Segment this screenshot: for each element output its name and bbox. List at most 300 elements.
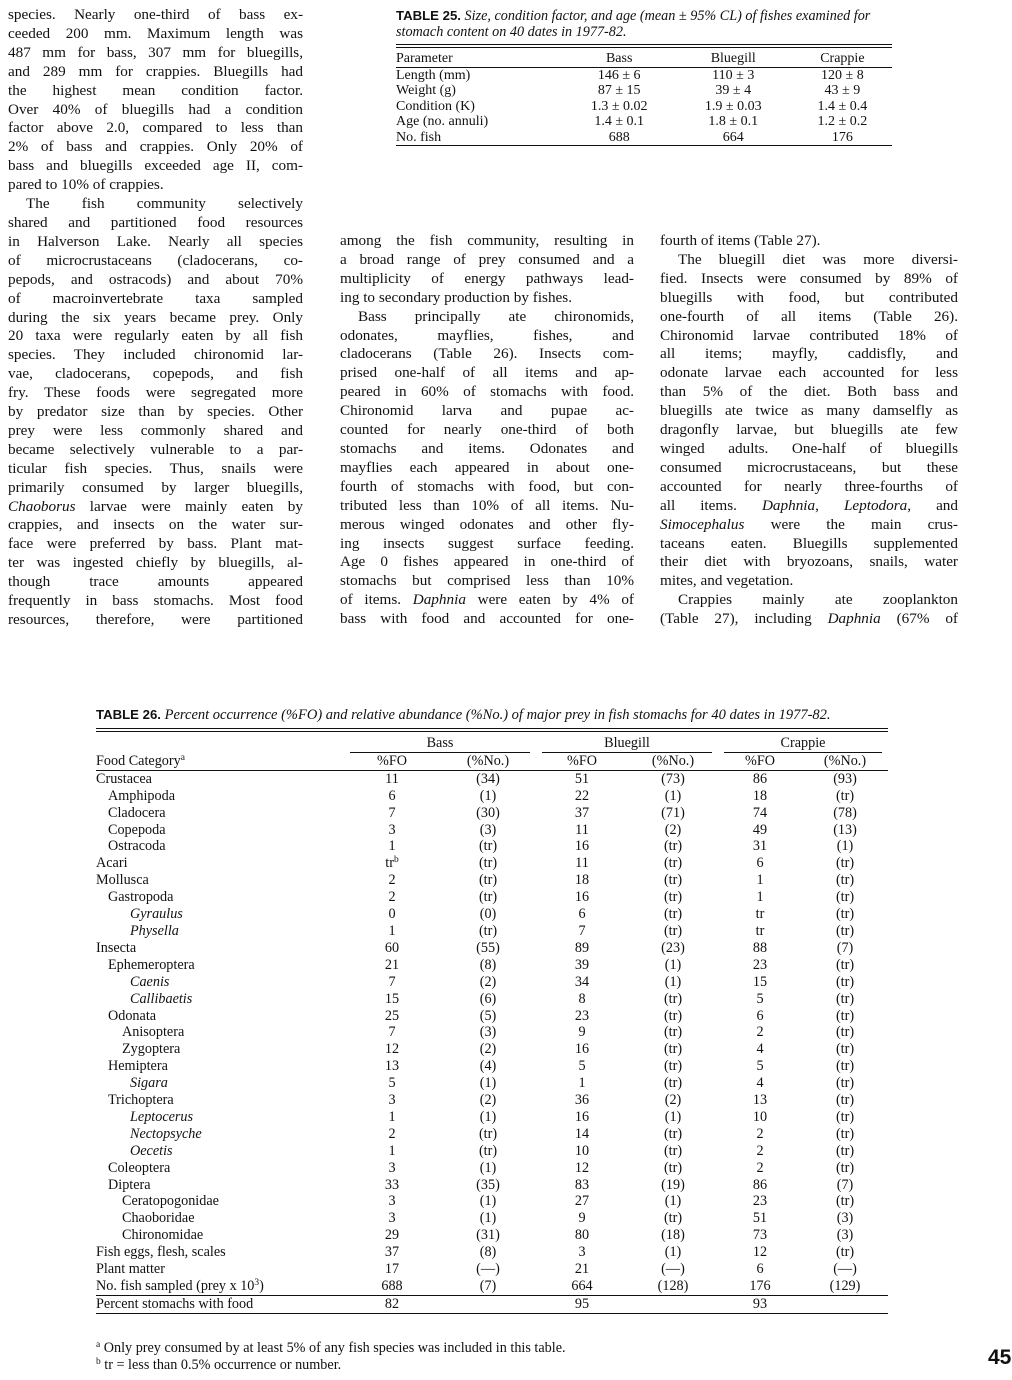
cell — [802, 1024, 888, 1041]
cell-value: 10 — [752, 1108, 768, 1125]
cell-value: (tr) — [663, 838, 683, 855]
row-label — [96, 1041, 344, 1058]
cell-value: (tr) — [663, 1075, 683, 1092]
cell-value: (1) — [664, 956, 682, 973]
table-row — [96, 1261, 888, 1278]
text-line: a broad range of prey consumed and a — [340, 250, 634, 268]
row-label — [96, 1160, 344, 1177]
cell-value: (—) — [476, 1261, 500, 1278]
cell — [628, 770, 718, 787]
cell — [440, 974, 536, 991]
cell — [344, 1058, 440, 1075]
text-line: vae, cladocerans, copepods, and fish — [8, 365, 303, 383]
cell-value: 60 — [384, 939, 400, 956]
cell: 688 — [565, 130, 674, 146]
cell — [536, 1058, 628, 1075]
cell-value: (13) — [833, 821, 857, 838]
table-26 — [96, 706, 888, 1314]
row-label — [96, 1126, 344, 1143]
italic-term: Leptodora — [843, 496, 908, 514]
cell — [718, 1075, 802, 1092]
cell — [628, 1024, 718, 1041]
cell — [628, 1008, 718, 1025]
cell-value: (0) — [479, 906, 497, 923]
cell — [628, 822, 718, 839]
cell-value: 36 — [574, 1092, 590, 1109]
cell — [440, 940, 536, 957]
cell — [802, 906, 888, 923]
cell-value: 1 — [388, 1142, 396, 1159]
text-line: bass and bluegills exceeded age II, com- — [8, 157, 303, 175]
cell-value: 31 — [752, 838, 768, 855]
cell-value: (78) — [833, 804, 857, 821]
row-label-text: Trichoptera — [108, 1092, 174, 1109]
column-header: (%No.) — [628, 753, 718, 770]
table-row — [96, 940, 888, 957]
cell — [802, 1193, 888, 1210]
table-row — [396, 67, 892, 83]
cell — [344, 1109, 440, 1126]
row-label-text: Ephemeroptera — [108, 956, 195, 973]
cell-value: 1 — [388, 922, 396, 939]
cell — [536, 1261, 628, 1278]
cell — [440, 1193, 536, 1210]
row-label — [96, 923, 344, 940]
cell: (129) — [829, 1278, 861, 1294]
cell — [628, 872, 718, 889]
row-label — [96, 1143, 344, 1160]
cell-value: 1 — [756, 872, 764, 889]
cell — [344, 1244, 440, 1261]
cell — [802, 1008, 888, 1025]
table-25-caption — [396, 8, 892, 40]
blank-cell — [628, 1295, 718, 1313]
table-row — [96, 838, 888, 855]
cell-value: 33 — [384, 1176, 400, 1193]
text-line: multiplicity of energy pathways lead- — [340, 269, 634, 287]
cell — [536, 1193, 628, 1210]
row-label-text: ) — [259, 1278, 264, 1294]
cell — [440, 1041, 536, 1058]
cell-value: 12 — [574, 1159, 590, 1176]
cell-value: (tr) — [663, 889, 683, 906]
cell-value: (1) — [479, 1210, 497, 1227]
row-label-text: Fish eggs, flesh, scales — [96, 1244, 226, 1261]
cell — [440, 1024, 536, 1041]
cell-value: (34) — [476, 770, 500, 787]
text-line: face were preferred by bass. Plant mat- — [8, 535, 303, 553]
text-line: accounted for nearly three-fourths of — [660, 477, 958, 495]
cell — [344, 770, 440, 787]
table-row — [96, 906, 888, 923]
cell-value: 17 — [384, 1261, 400, 1278]
cell — [344, 1075, 440, 1092]
cell-value: 7 — [388, 973, 396, 990]
text-line: consumed microcrustaceans, but these — [660, 458, 958, 476]
column-header: %FO — [344, 753, 440, 770]
cell — [440, 1109, 536, 1126]
text-line: all items; mayfly, caddisfly, and — [660, 345, 958, 363]
cell-value: 23 — [574, 1007, 590, 1024]
cell — [628, 1041, 718, 1058]
table-25-caption-text: Size, condition factor, and age (mean ± 95% CL) of fishes examined for stomach content on 40 dates in 1977-82. — [396, 8, 871, 40]
cell — [628, 788, 718, 805]
column-header: (%No.) — [802, 753, 888, 770]
italic-term: Daphnia — [761, 496, 816, 514]
cell-value: 10 — [574, 1142, 590, 1159]
cell — [536, 1210, 628, 1227]
cell — [628, 1261, 718, 1278]
table-row — [396, 83, 892, 99]
italic-term: Daphnia — [412, 591, 466, 609]
table-row — [96, 1143, 888, 1160]
cell — [802, 940, 888, 957]
row-label: No. fish — [396, 130, 565, 146]
text-line: primarily consumed by larger bluegills, — [8, 478, 303, 496]
row-label — [96, 805, 344, 822]
cell — [802, 1227, 888, 1244]
cell — [536, 940, 628, 957]
cell — [440, 906, 536, 923]
text-line: 20 taxa were regularly eaten by all fish — [8, 327, 303, 345]
table-header-row — [96, 753, 888, 770]
cell — [802, 1177, 888, 1194]
cell-value: (tr) — [663, 1142, 683, 1159]
body-text-column-3 — [660, 232, 958, 629]
cell — [802, 770, 888, 787]
text-line: pared to 10% of crappies. — [8, 176, 164, 194]
column-header: %FO — [718, 753, 802, 770]
cell — [802, 957, 888, 974]
cell: 93 — [718, 1295, 802, 1313]
cell — [718, 974, 802, 991]
cell-value: (tr) — [835, 889, 855, 906]
blank-cell — [440, 1295, 536, 1313]
cell — [344, 1177, 440, 1194]
cell — [536, 923, 628, 940]
text-line: ing to secondary production by fishes. — [340, 288, 572, 306]
row-label — [96, 872, 344, 889]
text-line — [660, 516, 958, 535]
row-label — [96, 906, 344, 923]
cell — [344, 906, 440, 923]
cell-value: (71) — [661, 804, 685, 821]
cell-value: (93) — [833, 770, 857, 787]
cell — [536, 1177, 628, 1194]
cell-value: 6 — [388, 787, 396, 804]
cell-value: 37 — [384, 1244, 400, 1261]
cell-value: (73) — [661, 770, 685, 787]
cell — [536, 1143, 628, 1160]
text-line: shared and partitioned food resources — [8, 213, 303, 231]
cell — [628, 974, 718, 991]
cell — [536, 822, 628, 839]
table-row — [96, 923, 888, 940]
cell-value: (1) — [479, 1075, 497, 1092]
cell-value: (23) — [661, 939, 685, 956]
cell-value: (1) — [664, 973, 682, 990]
cell-value: (tr) — [835, 787, 855, 804]
row-label-text: No. fish sampled (prey x 10 — [96, 1278, 255, 1294]
row-label — [96, 788, 344, 805]
column-header: %FO — [536, 753, 628, 770]
cell — [718, 1143, 802, 1160]
cell — [628, 805, 718, 822]
cell — [628, 1075, 718, 1092]
cell — [628, 1210, 718, 1227]
cell — [344, 1008, 440, 1025]
cell-value: (8) — [479, 1244, 497, 1261]
cell: 1.4 ± 0.1 — [594, 114, 645, 129]
footnote-mark: a — [180, 752, 185, 763]
column-header: (%No.) — [440, 753, 536, 770]
text-line: prey were less commonly shared and — [8, 421, 303, 439]
cell — [628, 1058, 718, 1075]
row-label-text: Amphipoda — [108, 787, 175, 804]
footnote-mark: b — [393, 855, 399, 866]
cell-value: 14 — [574, 1125, 590, 1142]
cell — [536, 1008, 628, 1025]
cell-value: 23 — [752, 956, 768, 973]
cell-value: 5 — [756, 990, 764, 1007]
cell-value: (tr) — [663, 1041, 683, 1058]
cell — [344, 1126, 440, 1143]
footnote-text: tr = less than 0.5% occurrence or number. — [100, 1357, 342, 1373]
cell: 1.3 ± 0.02 — [590, 98, 648, 114]
text-line: Bass principally ate chironomids, — [358, 307, 634, 325]
cell-value: 1 — [578, 1075, 586, 1092]
row-label: Length (mm) — [396, 67, 471, 83]
cell-value: 39 — [574, 956, 590, 973]
text-line: than 5% of the diet. Both bass and — [660, 383, 958, 401]
cell-value: 5 — [388, 1075, 396, 1092]
cell-value: 16 — [574, 889, 590, 906]
cell-value: 5 — [578, 1058, 586, 1075]
cell — [628, 889, 718, 906]
cell — [536, 1244, 628, 1261]
cell — [718, 822, 802, 839]
cell-value: 6 — [756, 855, 764, 872]
cell — [536, 770, 628, 787]
cell-value: (1) — [664, 1108, 682, 1125]
row-label-text: Mollusca — [96, 872, 149, 889]
footnote-mark: b — [96, 1357, 101, 1367]
text-line: their diet with bryozoans, snails, water — [660, 553, 958, 571]
cell-value: 11 — [385, 770, 399, 787]
cell-value: (tr) — [478, 855, 498, 872]
row-label-text: Chaoboridae — [122, 1210, 195, 1227]
cell — [802, 1092, 888, 1109]
text-line — [660, 610, 958, 629]
cell — [440, 1160, 536, 1177]
row-label — [96, 1024, 344, 1041]
cell — [440, 1227, 536, 1244]
table-row — [96, 1092, 888, 1109]
cell — [802, 1261, 888, 1278]
text-line: though trace amounts appeared — [8, 573, 303, 591]
text-line: by predator size than by species. Other — [8, 403, 303, 421]
text-line — [340, 591, 634, 610]
cell — [802, 923, 888, 940]
cell-value: (tr) — [478, 1125, 498, 1142]
cell-value: 6 — [756, 1261, 764, 1278]
cell — [628, 838, 718, 855]
cell — [440, 855, 536, 872]
table-row — [96, 1109, 888, 1126]
cell — [718, 957, 802, 974]
text-line: factor above 2.0, compared to less than — [8, 119, 303, 137]
cell-value: 2 — [388, 872, 396, 889]
cell-value: (tr) — [835, 1108, 855, 1125]
cell-value: (tr) — [835, 1058, 855, 1075]
blank-cell — [802, 1295, 888, 1313]
text-line: among the fish community, resulting in — [340, 232, 634, 249]
table-26-caption — [96, 706, 888, 724]
cell — [802, 805, 888, 822]
table-row — [96, 1075, 888, 1092]
cell — [718, 1244, 802, 1261]
cell-value: (30) — [476, 804, 500, 821]
cell-value: (—) — [661, 1261, 685, 1278]
row-label — [96, 838, 344, 855]
cell — [344, 855, 440, 872]
text-fragment: , — [815, 496, 844, 514]
cell-value: (19) — [661, 1176, 685, 1193]
cell-value: (1) — [479, 1159, 497, 1176]
row-label-text: Chironomidae — [122, 1227, 204, 1244]
cell: 1.8 ± 0.1 — [708, 114, 759, 129]
cell-value: 3 — [388, 1159, 396, 1176]
cell — [344, 805, 440, 822]
cell-value: (3) — [479, 821, 497, 838]
cell-value: (35) — [476, 1176, 500, 1193]
cell — [440, 1244, 536, 1261]
table-row — [96, 788, 888, 805]
text-fragment: , and — [907, 496, 958, 514]
cell-value: (tr) — [835, 1125, 855, 1142]
cell-value: 9 — [578, 1024, 586, 1041]
cell — [628, 1092, 718, 1109]
cell — [718, 1109, 802, 1126]
table-25 — [396, 8, 892, 146]
cell — [536, 1041, 628, 1058]
cell — [536, 991, 628, 1008]
cell-value: 2 — [388, 889, 396, 906]
cell-value: tr — [755, 922, 765, 939]
cell-value: (tr) — [663, 922, 683, 939]
cell-value: (tr) — [835, 872, 855, 889]
table-row — [96, 1227, 888, 1244]
cell — [718, 1008, 802, 1025]
italic-term: Chaoborus — [8, 497, 76, 515]
table-26-body — [96, 770, 888, 1278]
cell-value: 11 — [575, 855, 589, 872]
cell-value: (55) — [476, 939, 500, 956]
cell-value: 3 — [388, 1092, 396, 1109]
table-25-grid — [396, 51, 892, 146]
cell — [802, 889, 888, 906]
text-line: taceans eaten. Bluegills supplemented — [660, 534, 958, 552]
food-category-header — [96, 753, 344, 770]
text-line: fied. Insects were consumed by 89% of — [660, 269, 958, 287]
text-line: fry. These foods were segregated more — [8, 384, 303, 402]
text-line: mayflies each appeared in about one- — [340, 458, 634, 476]
text-line: in Halverson Lake. Nearly all species — [8, 232, 303, 250]
cell-value: 3 — [388, 1193, 396, 1210]
table-25-label: TABLE 25. — [396, 8, 461, 23]
row-label-text: Coleoptera — [108, 1159, 171, 1176]
text-line: counted for nearly one-third of both — [340, 421, 634, 439]
row-label: Percent stomachs with food — [96, 1295, 344, 1313]
cell-value: 2 — [756, 1125, 764, 1142]
table-row — [96, 1058, 888, 1075]
cell — [344, 1041, 440, 1058]
cell: 688 — [381, 1278, 403, 1294]
cell: 87 ± 15 — [597, 83, 641, 98]
cell — [536, 1126, 628, 1143]
text-line: odonates, mayflies, fishes, and — [340, 326, 634, 344]
table-25-rule — [396, 44, 892, 51]
row-label — [96, 991, 344, 1008]
cell-value: (tr) — [835, 1244, 855, 1261]
cell: 664 — [674, 130, 793, 146]
cell — [536, 889, 628, 906]
cell-value: 22 — [574, 787, 590, 804]
cell — [536, 872, 628, 889]
cell — [718, 805, 802, 822]
cell-value: tr — [755, 906, 765, 923]
table-row — [96, 957, 888, 974]
cell — [718, 872, 802, 889]
cell — [536, 805, 628, 822]
row-label-text: Callibaetis — [130, 990, 193, 1007]
cell — [536, 957, 628, 974]
text-line: The fish community selectively — [26, 195, 303, 213]
cell: 120 ± 8 — [821, 67, 864, 83]
cell-value: (2) — [479, 1041, 497, 1058]
cell — [440, 1092, 536, 1109]
table-row — [96, 822, 888, 839]
cell-value: (tr) — [663, 855, 683, 872]
cell-value: 23 — [752, 1193, 768, 1210]
cell — [718, 838, 802, 855]
superscript: 3 — [254, 1278, 260, 1288]
cell: 110 ± 3 — [712, 67, 755, 83]
cell — [718, 923, 802, 940]
cell-value: 4 — [756, 1041, 764, 1058]
cell-value: (1) — [664, 1193, 682, 1210]
cell: 146 ± 6 — [597, 67, 641, 83]
text-line: species. They included chironomid lar- — [8, 346, 303, 364]
row-label-text: Leptocerus — [130, 1108, 194, 1125]
cell — [628, 1109, 718, 1126]
cell-value: (3) — [836, 1227, 854, 1244]
cell-value: 73 — [752, 1227, 768, 1244]
cell-value: 29 — [384, 1227, 400, 1244]
cell-value: 15 — [752, 973, 768, 990]
cell-value: 83 — [574, 1176, 590, 1193]
table-row — [96, 1244, 888, 1261]
cell — [440, 1210, 536, 1227]
cell-value: (tr) — [835, 855, 855, 872]
cell-value: 51 — [752, 1210, 768, 1227]
text-line: fourth of items (Table 27). — [660, 232, 821, 249]
cell-value: (tr) — [835, 922, 855, 939]
body-text-column-2 — [340, 232, 634, 629]
cell-value: 3 — [388, 821, 396, 838]
cell — [802, 1210, 888, 1227]
cell — [802, 991, 888, 1008]
